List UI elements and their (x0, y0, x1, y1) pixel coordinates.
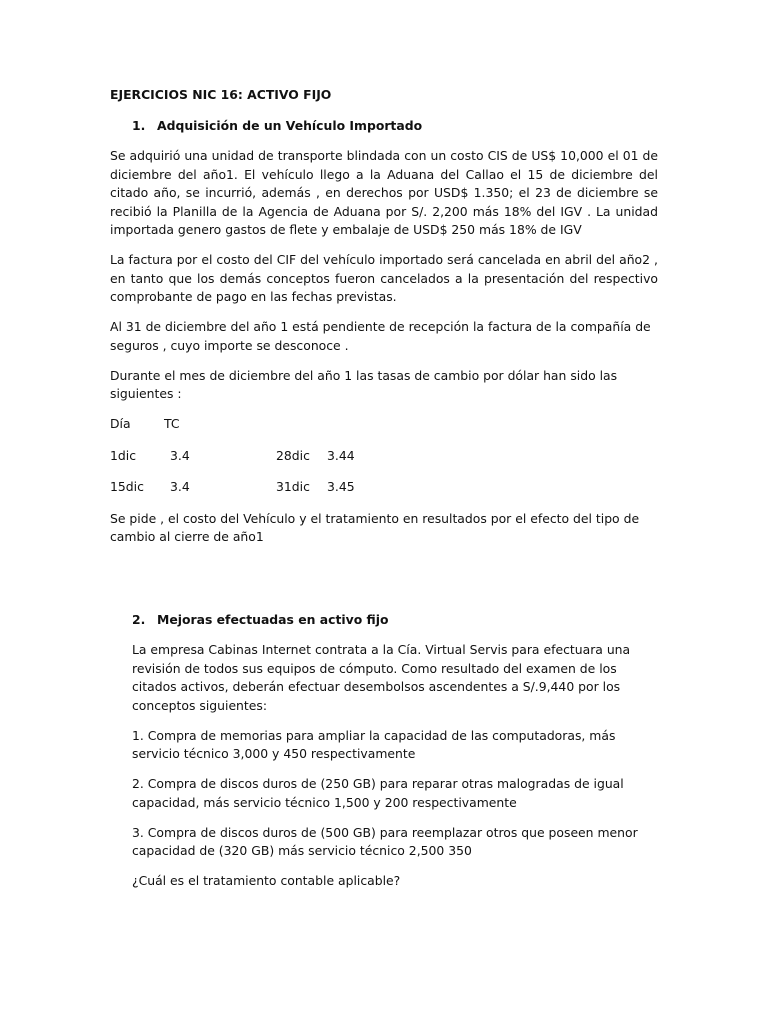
section-2-question: ¿Cuál es el tratamiento contable aplicable? (132, 873, 401, 888)
rate-day: 28dic (276, 447, 310, 463)
section-1-paragraph-4: Durante el mes de diciembre del año 1 las tasas de cambio por dólar han sido las siguientes : (110, 367, 618, 401)
section-1-number: 1. (132, 117, 146, 133)
rate-day: 1dic (110, 447, 137, 463)
rate-value: 3.45 (327, 479, 355, 494)
section-1-paragraph-2: La factura por el costo del CIF del vehículo importado será cancelada en abril del año2 , en tanto que los demás conceptos fueron cancelados a la presentación del respectivo comprobante de pago en las fechas previstas. (110, 252, 658, 304)
rate-day: 31dic (276, 479, 310, 494)
section-1-paragraph-1: Se adquirió una unidad de transporte blindada con un costo CIS de US$ 10,000 el 01 de diciembre del año1. El vehículo llego a la Aduana del Callao el 15 de diciembre del citado año, se incurrió, además , en derechos por USD$ 1.350; el 23 de diciembre se recibió la Planilla de la Agencia de Aduana por S/. 2,200 más 18% del IGV . La unidad importada genero gastos de flete y embalaje de USD$ 250 más 18% de IGV (110, 148, 658, 237)
rate-value: 3.4 (170, 447, 190, 463)
rate-value: 3.44 (327, 447, 355, 463)
rate-value: 3.4 (170, 479, 190, 494)
section-2-item-2: 2. Compra de discos duros de (250 GB) para reparar otras malogradas de igual capacidad, más servicio técnico 1,500 y 200 respectivamente (132, 776, 624, 810)
section-2-number: 2. (132, 611, 146, 627)
tc-column-header: TC (164, 416, 180, 431)
day-column-header: Día (110, 416, 131, 431)
document-page (110, 86, 658, 902)
section-1-paragraph-5: Se pide , el costo del Vehículo y el tratamiento en resultados por el efecto del tipo de cambio al cierre de año1 (110, 510, 640, 544)
section-1-title: Adquisición de un Vehículo Importado (157, 117, 423, 133)
section-2-paragraph-1: La empresa Cabinas Internet contrata a la Cía. Virtual Servis para efectuara una revisión de todos sus equipos de cómputo. Como resultado del examen de los citados activos, deberán efectuar desembolsos ascendentes a S/.9,440 por los conceptos siguientes: (132, 642, 631, 713)
section-2-heading (132, 611, 658, 630)
exchange-rate-row (110, 447, 658, 466)
section-2-title: Mejoras efectuadas en activo fijo (157, 611, 389, 627)
rate-day: 15dic (110, 479, 144, 494)
document-title: EJERCICIOS NIC 16: ACTIVO FIJO (110, 87, 332, 102)
exchange-rate-header (110, 415, 658, 434)
section-2 (110, 611, 658, 891)
exchange-rate-row (110, 478, 658, 497)
section-2-item-1: 1. Compra de memorias para ampliar la capacidad de las computadoras, más servicio técnico 3,000 y 450 respectivamente (132, 727, 616, 761)
section-2-item-3: 3. Compra de discos duros de (500 GB) para reemplazar otros que poseen menor capacidad de (320 GB) más servicio técnico 2,500 350 (132, 824, 638, 858)
section-1-heading (110, 117, 658, 136)
section-1-paragraph-3: Al 31 de diciembre del año 1 está pendiente de recepción la factura de la compañía de seguros , cuyo importe se desconoce . (110, 319, 651, 353)
